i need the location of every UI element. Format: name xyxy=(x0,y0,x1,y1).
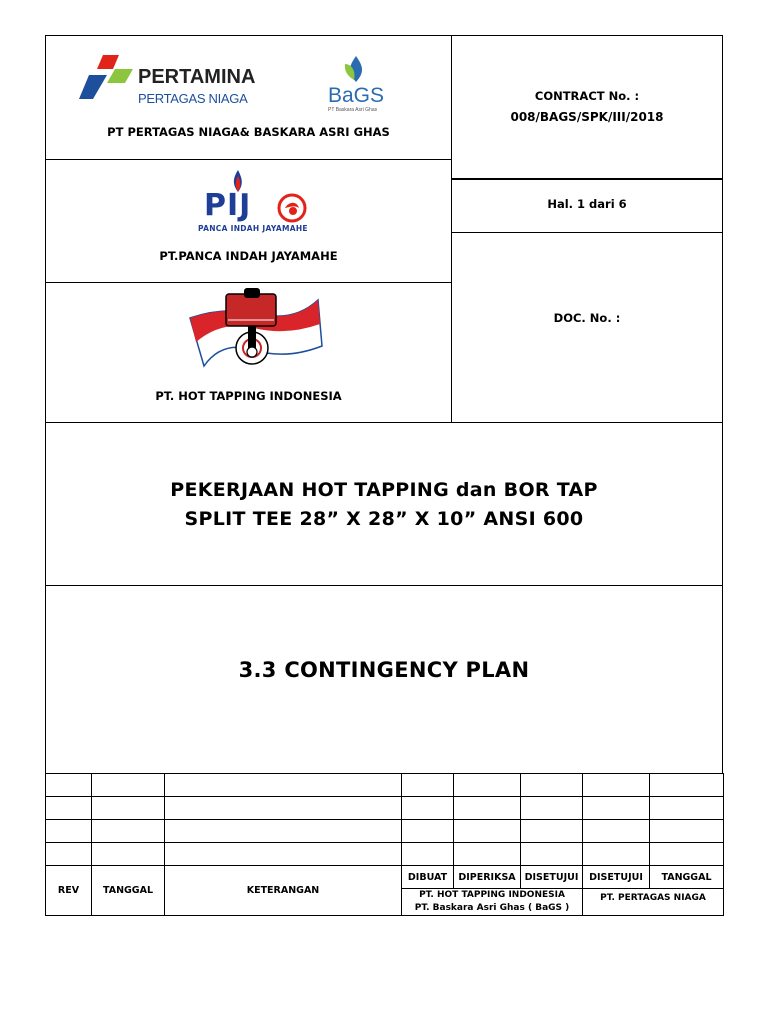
header-cell-hti xyxy=(45,282,452,423)
pertagas-logo-text: PERTAGAS NIAGA xyxy=(138,91,248,106)
bags-logo-subtext: PT Baskara Asri Ghas xyxy=(328,107,378,113)
rev-header: REV xyxy=(46,866,92,916)
company-hti-label: PT. HOT TAPPING INDONESIA xyxy=(419,890,565,900)
section-cell xyxy=(45,585,723,774)
diperiksa-header: DIPERIKSA xyxy=(454,866,521,889)
doc-number-cell xyxy=(451,232,723,423)
company-pertagas-cell: PT. PERTAGAS NIAGA xyxy=(583,889,724,916)
company-pij-name: PT.PANCA INDAH JAYAMAHE xyxy=(159,249,338,263)
company-bags-label: PT. Baskara Asri Ghas ( BaGS ) xyxy=(414,903,570,913)
document-title-line2: SPLIT TEE 28” X 28” X 10” ANSI 600 xyxy=(184,508,584,530)
pertamina-logo xyxy=(79,53,135,99)
bags-logo-text: BaGS xyxy=(328,84,385,107)
contract-cell xyxy=(451,35,723,180)
table-row xyxy=(46,820,724,843)
pij-logo-subtext: PANCA INDAH JAYAMAHE xyxy=(198,224,308,233)
company-joint-name: PT PERTAGAS NIAGA& BASKARA ASRI GHAS xyxy=(107,125,390,139)
company-hti-bags-cell xyxy=(402,889,583,916)
pij-logo-text: PIJ xyxy=(204,188,252,223)
bags-logo-icon xyxy=(341,54,371,86)
revision-table xyxy=(45,773,724,916)
page-info: Hal. 1 dari 6 xyxy=(547,197,627,211)
disetujui-header-1: DISETUJUI xyxy=(521,866,583,889)
header-cell-pij xyxy=(45,159,452,283)
section-title: 3.3 CONTINGENCY PLAN xyxy=(238,658,530,682)
keterangan-header: KETERANGAN xyxy=(165,866,402,916)
header-cell-joint xyxy=(45,35,452,160)
contract-number: 008/BAGS/SPK/III/2018 xyxy=(510,110,664,124)
table-header-row xyxy=(46,866,724,889)
title-cell xyxy=(45,422,723,586)
contract-label: CONTRACT No. : xyxy=(534,89,640,103)
table-row xyxy=(46,843,724,866)
tanggal-header: TANGGAL xyxy=(92,866,165,916)
table-row xyxy=(46,797,724,820)
pij-circle-icon xyxy=(277,193,307,223)
pertamina-logo-text: PERTAMINA xyxy=(138,66,256,88)
table-row xyxy=(46,774,724,797)
disetujui-header-2: DISETUJUI xyxy=(583,866,650,889)
page-info-cell xyxy=(451,178,723,233)
tanggal-header-2: TANGGAL xyxy=(650,866,724,889)
dibuat-header: DIBUAT xyxy=(402,866,454,889)
doc-number-label: DOC. No. : xyxy=(553,311,621,325)
company-hti-name: PT. HOT TAPPING INDONESIA xyxy=(155,389,342,403)
hti-flag-logo xyxy=(186,288,326,392)
document-title-line1: PEKERJAAN HOT TAPPING dan BOR TAP xyxy=(170,479,598,501)
